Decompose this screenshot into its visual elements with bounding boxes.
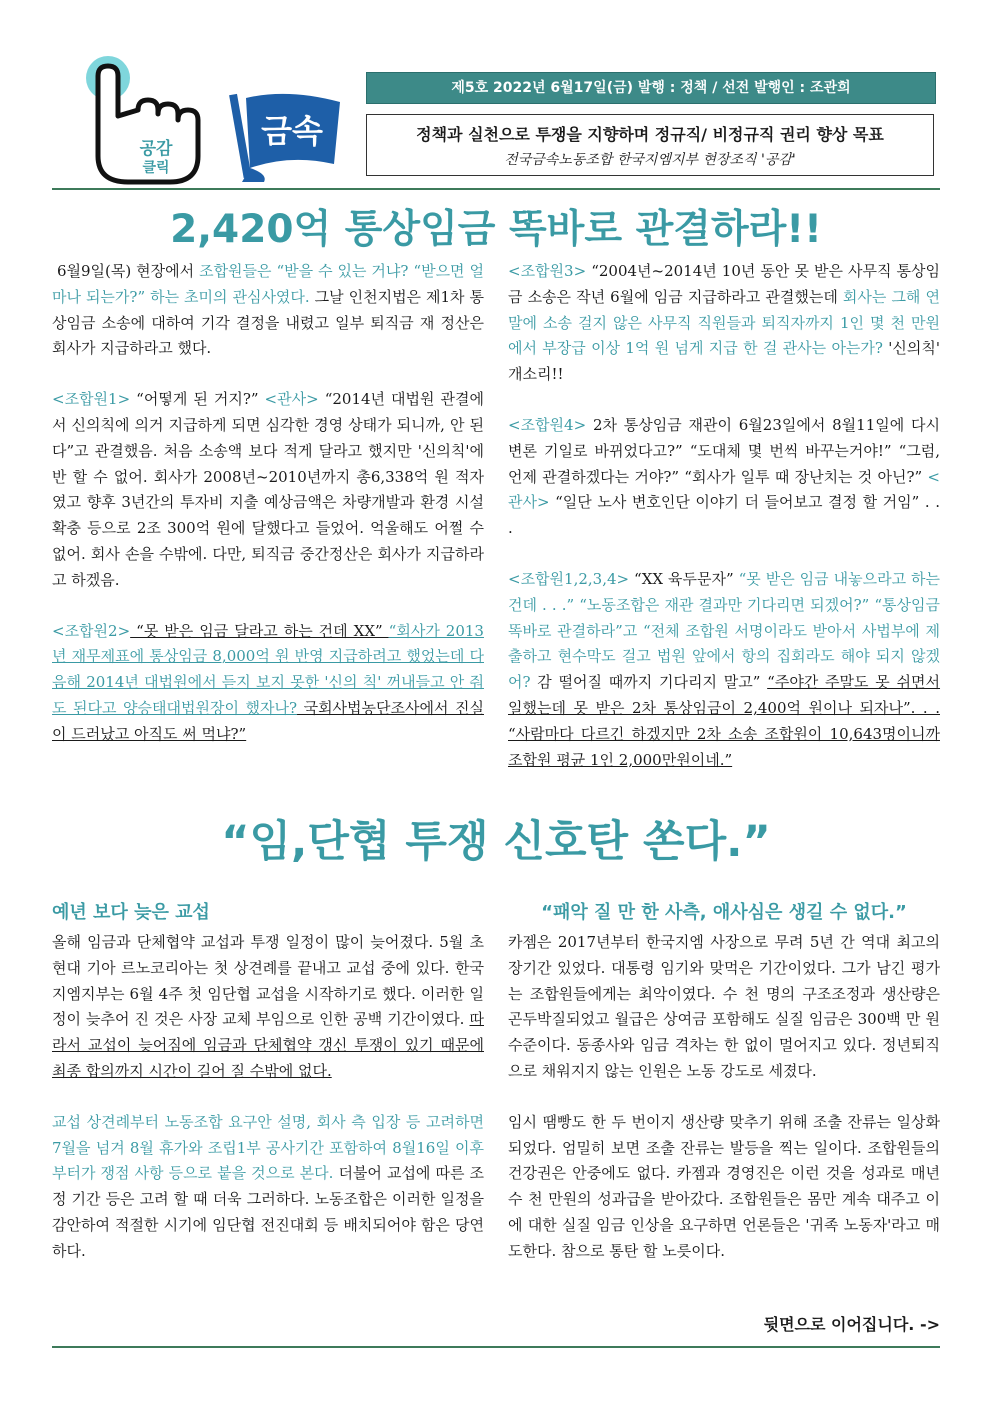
union-flag-logo [228,84,348,184]
footer-divider [52,1346,940,1348]
paragraph: <조합원3> “2004년~2014년 10년 동안 못 받은 사무직 통상임금 소송은 작년 6월에 임금 지급하라고 관결했는데 회사는 그해 연말에 소송 걸지 않은 사무직 직원들과 퇴직자까지 1인 몇 천 만원에서 부장급 이상 1억 원 넘게 지급 한 걸 관사는 아는가? '신의칙' 개소리!! [508,262,940,384]
gonggam-click-logo [78,56,210,188]
issue-info-bar: 제5호 2022년 6월17일(금) 발행 : 정책 / 선전 발행인 : 조관희 [366,72,936,104]
motto-box [366,114,934,176]
paragraph: 6월9일(목) 현장에서 조합원들은 “받을 수 있는 거냐? “받으면 얼마나 되는가?” 하는 초미의 관심사였다. 그날 인천지법은 제1차 통상임금 소송에 대하여 기각 결정을 내렸고 일부 퇴직금 재 정산은 회사가 지급하라고 했다. [52,262,484,358]
flag-text: 금속 [261,112,323,150]
article-top-right [508,259,940,798]
article-bottom-left [52,930,484,1290]
logo-text-top: 공감 [139,139,173,159]
section-title-right: “패악 질 만 한 사측, 애사심은 생길 수 없다.” [541,902,907,923]
paragraph: <조합원1> “어떻게 된 거지?” <관사> “2014년 대법원 관결에서 신의칙에 의거 지급하게 되면 심각한 경영 상태가 되니까, 안 된다”고 관결했음. 처음 소송액 보다 적게 달라고 했지만 '신의칙'에 반 할 수 없어. 회사가 2008년~2010년까지 총6,338억 원 적자였고 향후 3년간의 투자비 지출 예상금액은 차량개발과 환경 시설 확충 등으로 2조 300억 원에 달했다고 들었어. 억울해도 어쩔 수 없어. 회사 손을 수밖에. 다만, 퇴직금 중간정산은 회사가 지급하라고 하겠음. [52,390,484,589]
motto-sub: 전국금속노동조합 한국지엠지부 현장조직 '공감' [504,152,796,168]
paragraph: 임시 땜빵도 한 두 번이지 생산량 맞추기 위해 조출 잔류는 일상화 되었다. 엄밀히 보면 조출 잔류는 발등을 찍는 일이다. 조합원들의 건강권은 안중에도 없다. 카젬과 경영진은 이런 것을 성과로 매년 수 천 만원의 성과급을 받아갔다. 조합원들은 몸만 계속 대주고 이에 대한 실질 임금 인상을 요구하면 언론들은 '귀족 노동자'라고 매도한다. 참으로 통탄 할 노릇이다. [508,1112,940,1260]
paragraph: 교섭 상견례부터 노동조합 요구안 설명, 회사 측 입장 등 고려하면 7월을 넘겨 8월 휴가와 조립1부 공사기간 포함하여 8월16일 이후부터가 쟁점 사항 등으로 붙을 것으로 본다. 더불어 교섭에 따른 조정 기간 등은 고려 할 때 더욱 그러하다. 노동조합은 이러한 일정을 감안하여 적절한 시기에 임단협 전진대회 등 배치되어야 함은 당연하다. [52,1112,484,1260]
article-top-left [52,259,484,773]
paragraph: <조합원4> 2차 통상임금 재관이 6월23일에서 8월11일에 다시 변론 기일로 바뀌었다고?” “도대체 몇 번씩 바꾸는거야!” “그럼, 언제 관결하겠다는 거야?” “회사가 일투 때 장난치는 것 아닌?” <관사> “일단 노사 변호인단 이야기 더 들어보고 결정 할 거임” . . . [508,415,940,538]
secondary-headline: “임,단협 투쟁 신호탄 쏜다.” [221,817,771,867]
header-divider [52,188,940,190]
continued-note: 뒷면으로 이어집니다. -> [763,1315,940,1334]
paragraph: <조합원2> “못 받은 임금 달라고 하는 건데 XX” “회사가 2013년 재무제표에 통상임금 8,000억 원 반영 지급하려고 했었는데 다음해 2014년 대법원에서 듣지 보지 못한 '신의 칙' 꺼내들고 안 줘도 된다고 양승태대법원장이 했자나? 국회사법농단조사에서 진실이 드러났고 아직도 써 먹냐?” [52,621,484,743]
main-headline: 2,420억 통상임금 똑바로 관결하라!! [170,207,822,252]
logo-text-bottom: 클릭 [142,160,170,176]
pointing-hand-icon [78,56,210,188]
paragraph: <조합원1,2,3,4> “XX 육두문자” “못 받은 임금 내놓으라고 하는 건데 . . .” “노동조합은 재관 결과만 기다리면 되겠어?” “통상임금 똑바로 관결하라”고 “전체 조합원 서명이라도 받아서 사법부에 제출하고 현수막도 걸고 법원 앞에서 항의 집회라도 해야 되지 않겠어? 감 떨어질 때까지 기다리지 말고” “주야간 주말도 못 쉬면서 일했는데 못 받은 2차 통상임금이 2,400억 원이나 되자나”. . . “사람마다 다르긴 하겠지만 2차 소송 조합원이 10,643명이니까 조합원 평균 1인 2,000만원이네.” [508,569,941,769]
article-bottom-right [508,930,940,1290]
motto-main: 정책과 실천으로 투쟁을 지향하며 정규직/ 비정규직 권리 향상 목표 [416,125,884,144]
paragraph: 올해 임금과 단체협약 교섭과 투쟁 일정이 많이 늦어졌다. 5월 초 현대 기아 르노코리아는 첫 상견례를 끝내고 교섭 중에 있다. 한국지엠지부는 6월 4주 첫 임단협 교섭을 시작하기로 했다. 이러한 일정이 늦추어 진 것은 사장 교체 부임으로 인한 공백 기간이였다. 따라서 교섭이 늦어짐에 임금과 단체협약 갱신 투쟁이 있기 때문에 최종 합의까지 시간이 길어 질 수밖에 없다. [52,933,484,1080]
flag-icon [228,84,348,184]
paragraph: 카젬은 2017년부터 한국지엠 사장으로 무려 5년 간 역대 최고의 장기간 있었다. 대통령 임기와 맞먹은 기간이었다. 그가 남긴 평가는 조합원들에게는 최악이였다. 수 천 명의 구조조정과 생산량은 곤두박질되었고 월급은 상여금 포함해도 실질 임금은 300백 만 원 수준이다. 동종사와 임금 격차는 한 없이 멀어지고 있다. 정년퇴직으로 채워지지 않는 인원은 노동 강도로 세졌다. [508,933,940,1080]
section-title-left: 예년 보다 늦은 교섭 [52,902,210,923]
